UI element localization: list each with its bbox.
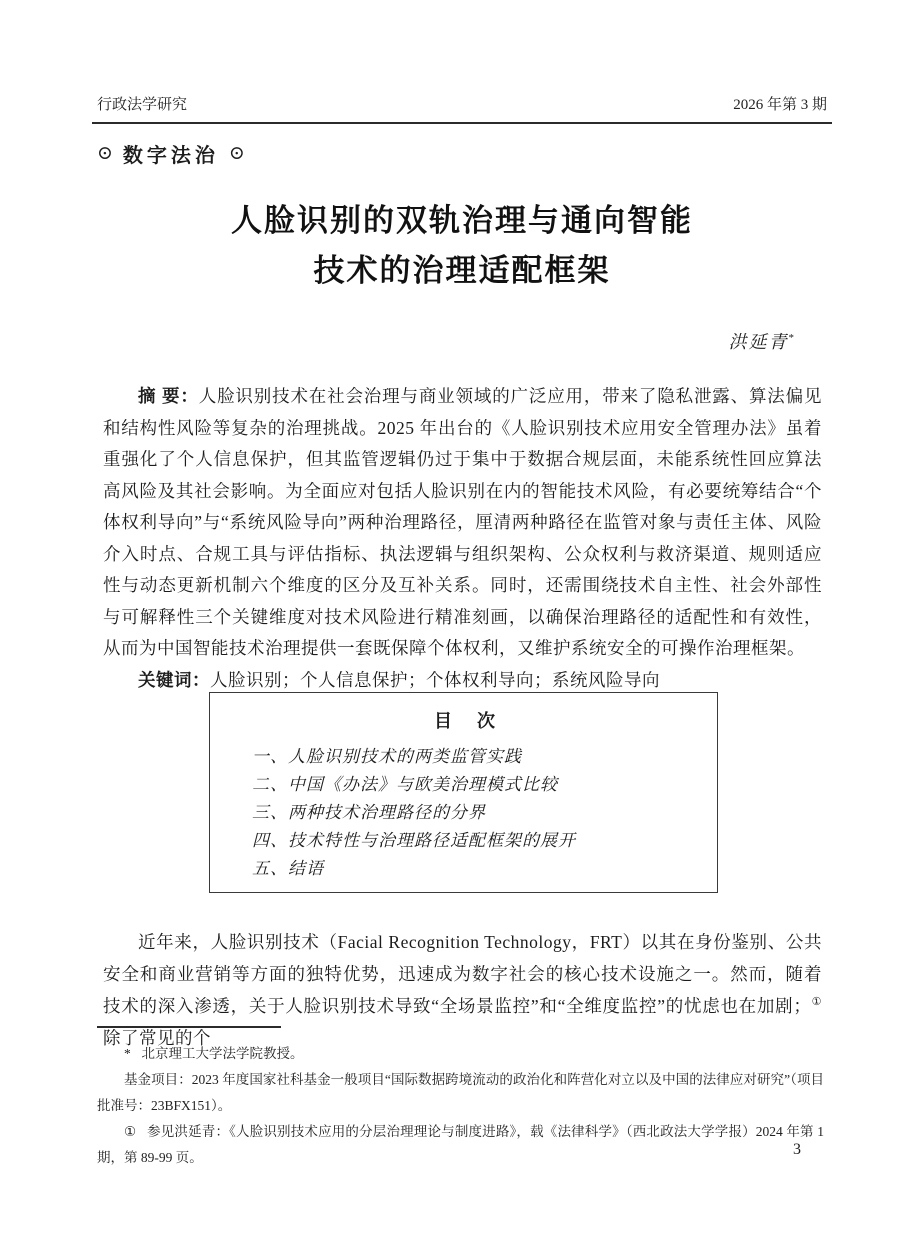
article-title [0, 196, 924, 296]
keywords-label: 关键词： [138, 669, 210, 690]
toc-item-1: 一、人脸识别技术的两类监管实践 [252, 747, 522, 766]
section-marker [97, 139, 245, 168]
footnote-author-text: 北京理工大学法学院教授。 [141, 1046, 304, 1061]
toc-box [209, 692, 718, 893]
circled-dot-icon: ⊙ [97, 143, 113, 164]
footnote-fund-text: 基金项目：2023 年度国家社科基金一般项目“国际数据跨境流动的政治化和阵营化对立以及中国的法律应对研究”（项目批准号：23BFX151）。 [97, 1072, 824, 1113]
footnote-1-text: 参见洪延青：《人脸识别技术应用的分层治理理论与制度进路》，载《法律科学》（西北政法大学学报）2024 年第 1 期，第 89-99 页。 [97, 1124, 824, 1165]
toc-item-3: 三、两种技术治理路径的分界 [252, 803, 486, 822]
author-note-mark: * [788, 332, 796, 344]
body-text [103, 926, 822, 1054]
body-paragraph-1 [103, 926, 822, 1054]
footnote-author [97, 1041, 824, 1067]
article-title-line1: 人脸识别的双轨治理与通向智能 [231, 203, 693, 238]
keywords-text: 人脸识别；个人信息保护；个体权利导向；系统风险导向 [210, 669, 660, 690]
abstract-block [103, 381, 822, 696]
toc-item-5: 五、结语 [252, 859, 324, 878]
issue-label: 2026 年第 3 期 [733, 97, 827, 113]
footnote-1-mark: ① [124, 1124, 137, 1139]
abstract-paragraph [103, 381, 822, 665]
article-title-line2: 技术的治理适配框架 [313, 253, 611, 288]
abstract-label: 摘 要： [138, 386, 199, 406]
section-label: 数字法治 [122, 145, 219, 167]
running-head [97, 93, 827, 114]
header-divider [92, 122, 832, 124]
circled-dot-icon: ⊙ [228, 143, 245, 164]
toc-item-2: 二、中国《办法》与欧美治理模式比较 [252, 775, 558, 794]
author-name: 洪延青 [728, 332, 789, 352]
body-paragraph-1-continued: 除了常见的个 [103, 1028, 211, 1048]
page-number: 3 [793, 1141, 801, 1158]
author-line [729, 328, 797, 354]
footnote-fund [97, 1067, 824, 1119]
footnote-ref-1: ① [811, 996, 822, 1009]
body-paragraph-1-text: 近年来，人脸识别技术（Facial Recognition Technology，FRT）以其在身份鉴别、公共安全和商业营销等方面的独特优势，迅速成为数字社会的核心技术设施之一。然而，随着技术的深入渗透，关于人脸识别技术导致“全场景监控”和“全维度监控”的忧虑也在加剧； [103, 932, 822, 1016]
toc-title: 目 次 [433, 711, 505, 731]
abstract-text: 人脸识别技术在社会治理与商业领域的广泛应用，带来了隐私泄露、算法偏见和结构性风险等复杂的治理挑战。2025 年出台的《人脸识别技术应用安全管理办法》虽着重强化了个人信息保护，但其监管逻辑仍过于集中于数据合规层面，未能系统性回应算法高风险及其社会影响。为全面应对包括人脸识别在内的智能技术风险，有必要统筹结合“个体权利导向”与“系统风险导向”两种治理路径，厘清两种路径在监管对象与责任主体、风险介入时点、合规工具与评估指标、执法逻辑与组织架构、公众权利与救济渠道、规则适应性与动态更新机制六个维度的区分及互补关系。同时，还需围绕技术自主性、社会外部性与可解释性三个关键维度对技术风险进行精准刻画，以确保治理路径的适配性和有效性，从而为中国智能技术治理提供一套既保障个体权利，又维护系统安全的可操作治理框架。 [103, 386, 822, 658]
journal-name: 行政法学研究 [97, 97, 188, 113]
footnote-divider [97, 1026, 281, 1028]
footnote-author-mark: * [124, 1046, 131, 1061]
footnote-1 [97, 1119, 824, 1171]
footnotes [97, 1041, 824, 1171]
toc-item-4: 四、技术特性与治理路径适配框架的展开 [252, 831, 576, 850]
